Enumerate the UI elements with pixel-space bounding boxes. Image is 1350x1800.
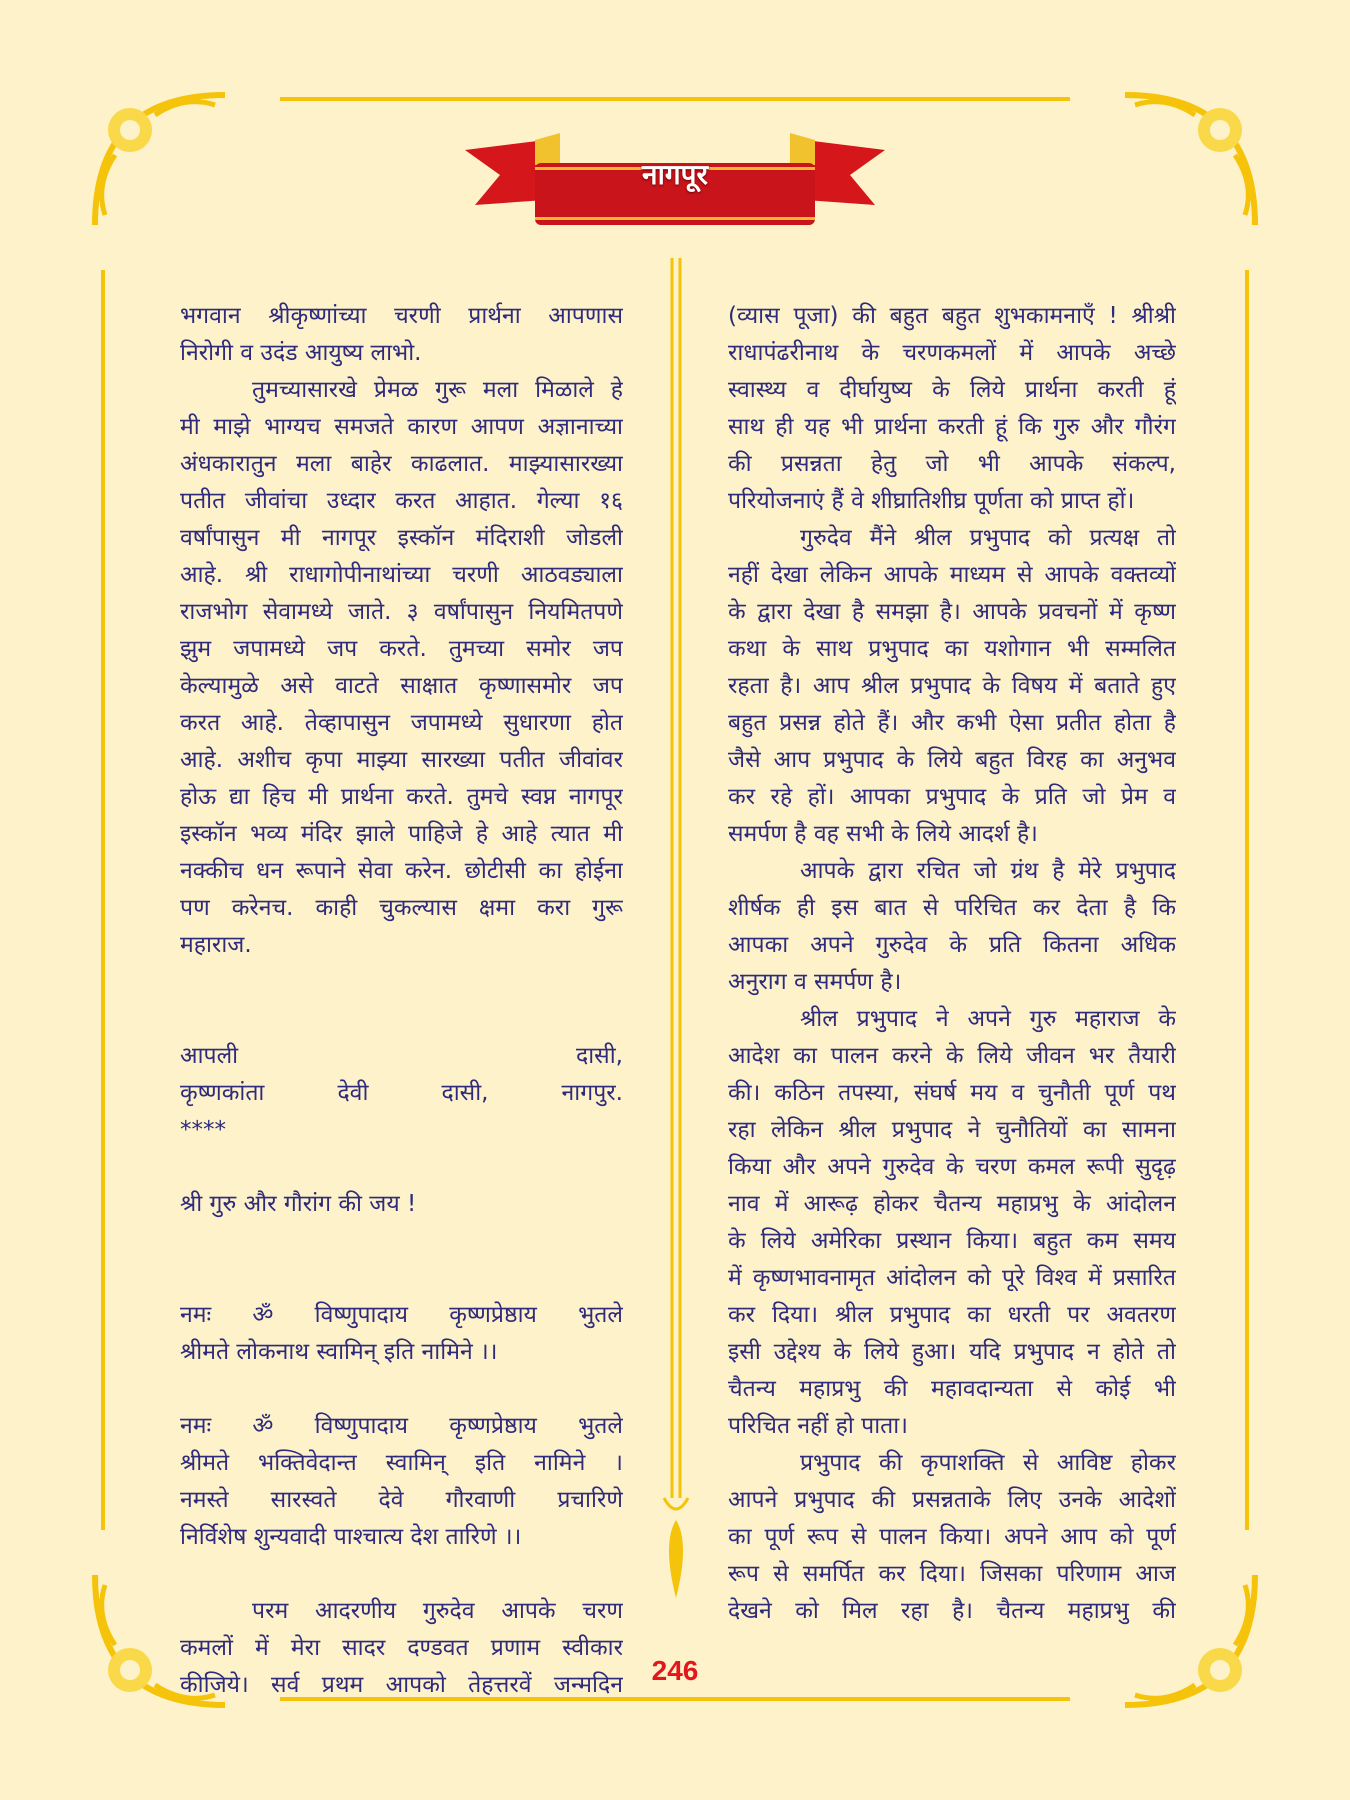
text-line: परियोजनाएं हैं वे शीघ्रातिशीघ्र पूर्णता को प्राप्त हों। xyxy=(728,488,1135,514)
corner-ornament-top-left xyxy=(85,85,235,235)
text-line: चैतन्य महाप्रभु की महावदान्यता से कोई भी xyxy=(728,1376,1176,1402)
frame-right-line xyxy=(1245,270,1249,1530)
text-line: झुम जपामध्ये जप करते. तुमच्या समोर जप xyxy=(180,636,623,662)
text-line: पतीत जीवांचा उध्दार करत आहात. गेल्या १६ xyxy=(180,488,623,514)
text-line: आहे. अशीच कृपा माझ्या सारख्या पतीत जीवांवर xyxy=(180,747,623,773)
text-line: करत आहे. तेव्हापासुन जपामध्ये सुधारणा होत xyxy=(180,710,623,736)
text-line: (व्यास पूजा) की बहुत बहुत शुभकामनाएँ ! श्रीश्री xyxy=(728,303,1176,329)
text-line: निर्विशेष शुन्यवादी पाश्चात्य देश तारिणे ।। xyxy=(180,1524,522,1550)
text-line: अनुराग व समर्पण है। xyxy=(728,969,902,995)
page-title: नागपूर xyxy=(642,158,708,191)
text-line: मी माझे भाग्यच समजते कारण आपण अज्ञानाच्या xyxy=(180,414,623,440)
text-line: वर्षांपासुन मी नागपूर इस्कॉन मंदिराशी जोडली xyxy=(180,525,623,551)
paragraph xyxy=(728,520,1176,853)
text-line: आपली दासी, xyxy=(180,1043,623,1069)
text-line: नक्कीच धन रूपाने सेवा करेन. छोटीसी का होईना xyxy=(180,858,623,884)
text-line: की प्रसन्नता हेतु जो भी आपके संकल्प, xyxy=(728,451,1176,477)
paragraph xyxy=(180,1408,623,1556)
text-line: पण करेनच. काही चुकल्यास क्षमा करा गुरू xyxy=(180,895,623,921)
text-line: आपने प्रभुपाद की प्रसन्नताके लिए उनके आदेशों xyxy=(728,1487,1176,1513)
paragraph xyxy=(180,372,623,964)
text-line: प्रभुपाद की कृपाशक्ति से आविष्ट होकर xyxy=(800,1450,1176,1476)
text-line: रूप से समर्पित कर दिया। जिसका परिणाम आज xyxy=(728,1561,1176,1587)
paragraph xyxy=(180,1038,623,1149)
text-line: स्वास्थ्य व दीर्घायुष्य के लिये प्रार्थना करती हूं xyxy=(728,377,1176,403)
paragraph xyxy=(728,1001,1176,1445)
text-line: नमस्ते सारस्वते देवे गौरवाणी प्रचारिणे xyxy=(180,1487,623,1513)
text-line: आपका अपने गुरुदेव के प्रति कितना अधिक xyxy=(728,932,1176,958)
text-line: निरोगी व उदंड आयुष्य लाभो. xyxy=(180,340,422,366)
text-line: आदेश का पालन करने के लिये जीवन भर तैयारी xyxy=(728,1043,1176,1069)
text-line: अंधकारातुन मला बाहेर काढलात. माझ्यासारख्या xyxy=(180,451,623,477)
text-line: किया और अपने गुरुदेव के चरण कमल रूपी सुदृढ़ xyxy=(728,1154,1176,1180)
text-line: आपके द्वारा रचित जो ग्रंथ है मेरे प्रभुपाद xyxy=(800,858,1176,884)
text-line: राधापंढरीनाथ के चरणकमलों में आपके अच्छे xyxy=(728,340,1176,366)
text-line: के द्वारा देखा है समझा है। आपके प्रवचनों में कृष्ण xyxy=(728,599,1176,625)
paragraph xyxy=(180,1593,623,1704)
paragraph xyxy=(728,1445,1176,1630)
text-line: महाराज. xyxy=(180,932,252,958)
paragraph xyxy=(180,1186,623,1223)
text-line: जैसे आप प्रभुपाद के लिये बहुत विरह का अनुभव xyxy=(728,747,1176,773)
text-line: परम आदरणीय गुरुदेव आपके चरण xyxy=(252,1598,623,1624)
column-divider xyxy=(660,258,692,1598)
text-line: कर दिया। श्रील प्रभुपाद का धरती पर अवतरण xyxy=(728,1302,1176,1328)
text-line: नहीं देखा लेकिन आपके माध्यम से आपके वक्तव्यों xyxy=(728,562,1176,588)
text-line: साथ ही यह भी प्रार्थना करती हूं कि गुरु और गौरंग xyxy=(728,414,1176,440)
text-line: राजभोग सेवामध्ये जाते. ३ वर्षांपासुन नियमितपणे xyxy=(180,599,623,625)
page-number: 246 xyxy=(651,1655,699,1686)
text-line: की। कठिन तपस्या, संघर्ष मय व चुनौती पूर्ण पथ xyxy=(728,1080,1176,1106)
text-line: के लिये अमेरिका प्रस्थान किया। बहुत कम समय xyxy=(728,1228,1176,1254)
text-line: कर रहे हों। आपका प्रभुपाद के प्रति जो प्रेम व xyxy=(728,784,1176,810)
text-line: इसी उद्देश्य के लिये हुआ। यदि प्रभुपाद न होते तो xyxy=(728,1339,1176,1365)
title-ribbon xyxy=(465,125,885,235)
text-line: इस्कॉन भव्य मंदिर झाले पाहिजे हे आहे त्यात मी xyxy=(180,821,623,847)
text-line: परिचित नहीं हो पाता। xyxy=(728,1413,908,1439)
text-line: नाव में आरूढ़ होकर चैतन्य महाप्रभु के आंदोलन xyxy=(728,1191,1176,1217)
corner-ornament-top-right xyxy=(1115,85,1265,235)
text-line: नमः ॐ विष्णुपादाय कृष्णप्रेष्ठाय भुतले xyxy=(180,1413,623,1439)
text-line: कमलों में मेरा सादर दण्डवत प्रणाम स्वीकार xyxy=(180,1635,623,1661)
text-line: बहुत प्रसन्न होते हैं। और कभी ऐसा प्रतीत होता है xyxy=(728,710,1176,736)
text-line: शीर्षक ही इस बात से परिचित कर देता है कि xyxy=(728,895,1176,921)
text-line: श्रीमते भक्तिवेदान्त स्वामिन् इति नामिने । xyxy=(180,1450,623,1476)
text-line: कीजिये। सर्व प्रथम आपको तेहत्तरवें जन्मदिन xyxy=(180,1672,623,1698)
text-line: **** xyxy=(180,1117,226,1143)
text-line: रहा लेकिन श्रील प्रभुपाद ने चुनौतियों का सामना xyxy=(728,1117,1176,1143)
text-line: आहे. श्री राधागोपीनाथांच्या चरणी आठवड्याला xyxy=(180,562,623,588)
text-line: कथा के साथ प्रभुपाद का यशोगान भी सम्मलित xyxy=(728,636,1176,662)
paragraph xyxy=(728,298,1176,520)
text-line: का पूर्ण रूप से पालन किया। अपने आप को पूर्ण xyxy=(728,1524,1176,1550)
text-line: कृष्णकांता देवी दासी, नागपुर. xyxy=(180,1080,623,1106)
paragraph xyxy=(180,1297,623,1371)
text-line: होऊ द्या हिच मी प्रार्थना करते. तुमचे स्वप्न नागपूर xyxy=(180,784,623,810)
frame-top-line xyxy=(280,97,1070,101)
text-line: में कृष्णभावनामृत आंदोलन को पूरे विश्व में प्रसारित xyxy=(728,1265,1176,1291)
paragraph xyxy=(180,298,623,372)
text-line: श्रीमते लोकनाथ स्वामिन् इति नामिने ।। xyxy=(180,1339,498,1365)
text-line: गुरुदेव मैंने श्रील प्रभुपाद को प्रत्यक्ष तो xyxy=(800,525,1176,551)
frame-left-line xyxy=(101,270,105,1530)
paragraph xyxy=(728,853,1176,1001)
text-line: तुमच्यासारखे प्रेमळ गुरू मला मिळाले हे xyxy=(252,377,623,403)
text-line: देखने को मिल रहा है। चैतन्य महाप्रभु की xyxy=(728,1598,1176,1624)
text-line: भगवान श्रीकृष्णांच्या चरणी प्रार्थना आपणास xyxy=(180,303,623,329)
text-line: श्री गुरु और गौरांग की जय ! xyxy=(180,1191,417,1217)
text-line: नमः ॐ विष्णुपादाय कृष्णप्रेष्ठाय भुतले xyxy=(180,1302,623,1328)
text-line: रहता है। आप श्रील प्रभुपाद के विषय में बताते हुए xyxy=(728,673,1176,699)
text-line: श्रील प्रभुपाद ने अपने गुरु महाराज के xyxy=(800,1006,1176,1032)
text-line: केल्यामुळे असे वाटते साक्षात कृष्णासमोर जप xyxy=(180,673,623,699)
text-line: समर्पण है वह सभी के लिये आदर्श है। xyxy=(728,821,1038,847)
